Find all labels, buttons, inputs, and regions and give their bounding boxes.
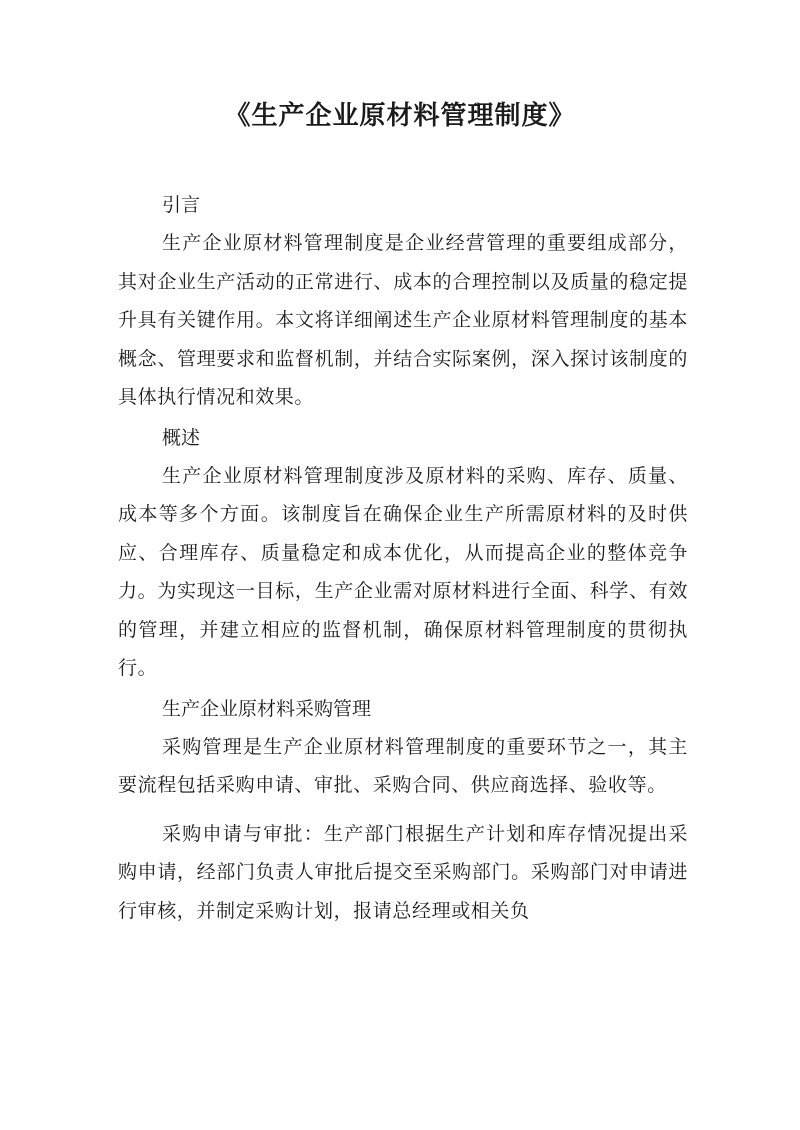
document-title: 《生产企业原材料管理制度》 bbox=[224, 101, 576, 131]
document-body bbox=[118, 186, 688, 930]
overview-heading: 概述 bbox=[162, 426, 201, 449]
approval-paragraph: 采购申请与审批：生产部门根据生产计划和库存情况提出采购申请，经部门负责人审批后提交至采购部门。采购部门对申请进行审核，并制定采购计划，报请总经理或相关负 bbox=[118, 822, 688, 922]
intro-heading: 引言 bbox=[162, 194, 201, 216]
procurement-heading: 生产企业原材料采购管理 bbox=[162, 697, 372, 720]
intro-paragraph: 生产企业原材料管理制度是企业经营管理的重要组成部分，其对企业生产活动的正常进行、成本的合理控制以及质量的稳定提升具有关键作用。本文将详细阐述生产企业原材料管理制度的基本概念、管理要求和监督机制，并结合实际案例，深入探讨该制度的具体执行情况和效果。 bbox=[118, 232, 688, 408]
overview-paragraph: 生产企业原材料管理制度涉及原材料的采购、库存、质量、成本等多个方面。该制度旨在确保企业生产所需原材料的及时供应、合理库存、质量稳定和成本优化，从而提高企业的整体竞争力。为实现这一目标，生产企业需对原材料进行全面、科学、有效的管理，并建立相应的监督机制，确保原材料管理制度的贯彻执行。 bbox=[118, 464, 688, 679]
procurement-paragraph: 采购管理是生产企业原材料管理制度的重要环节之一，其主要流程包括采购申请、审批、采购合同、供应商选择、验收等。 bbox=[118, 735, 688, 796]
